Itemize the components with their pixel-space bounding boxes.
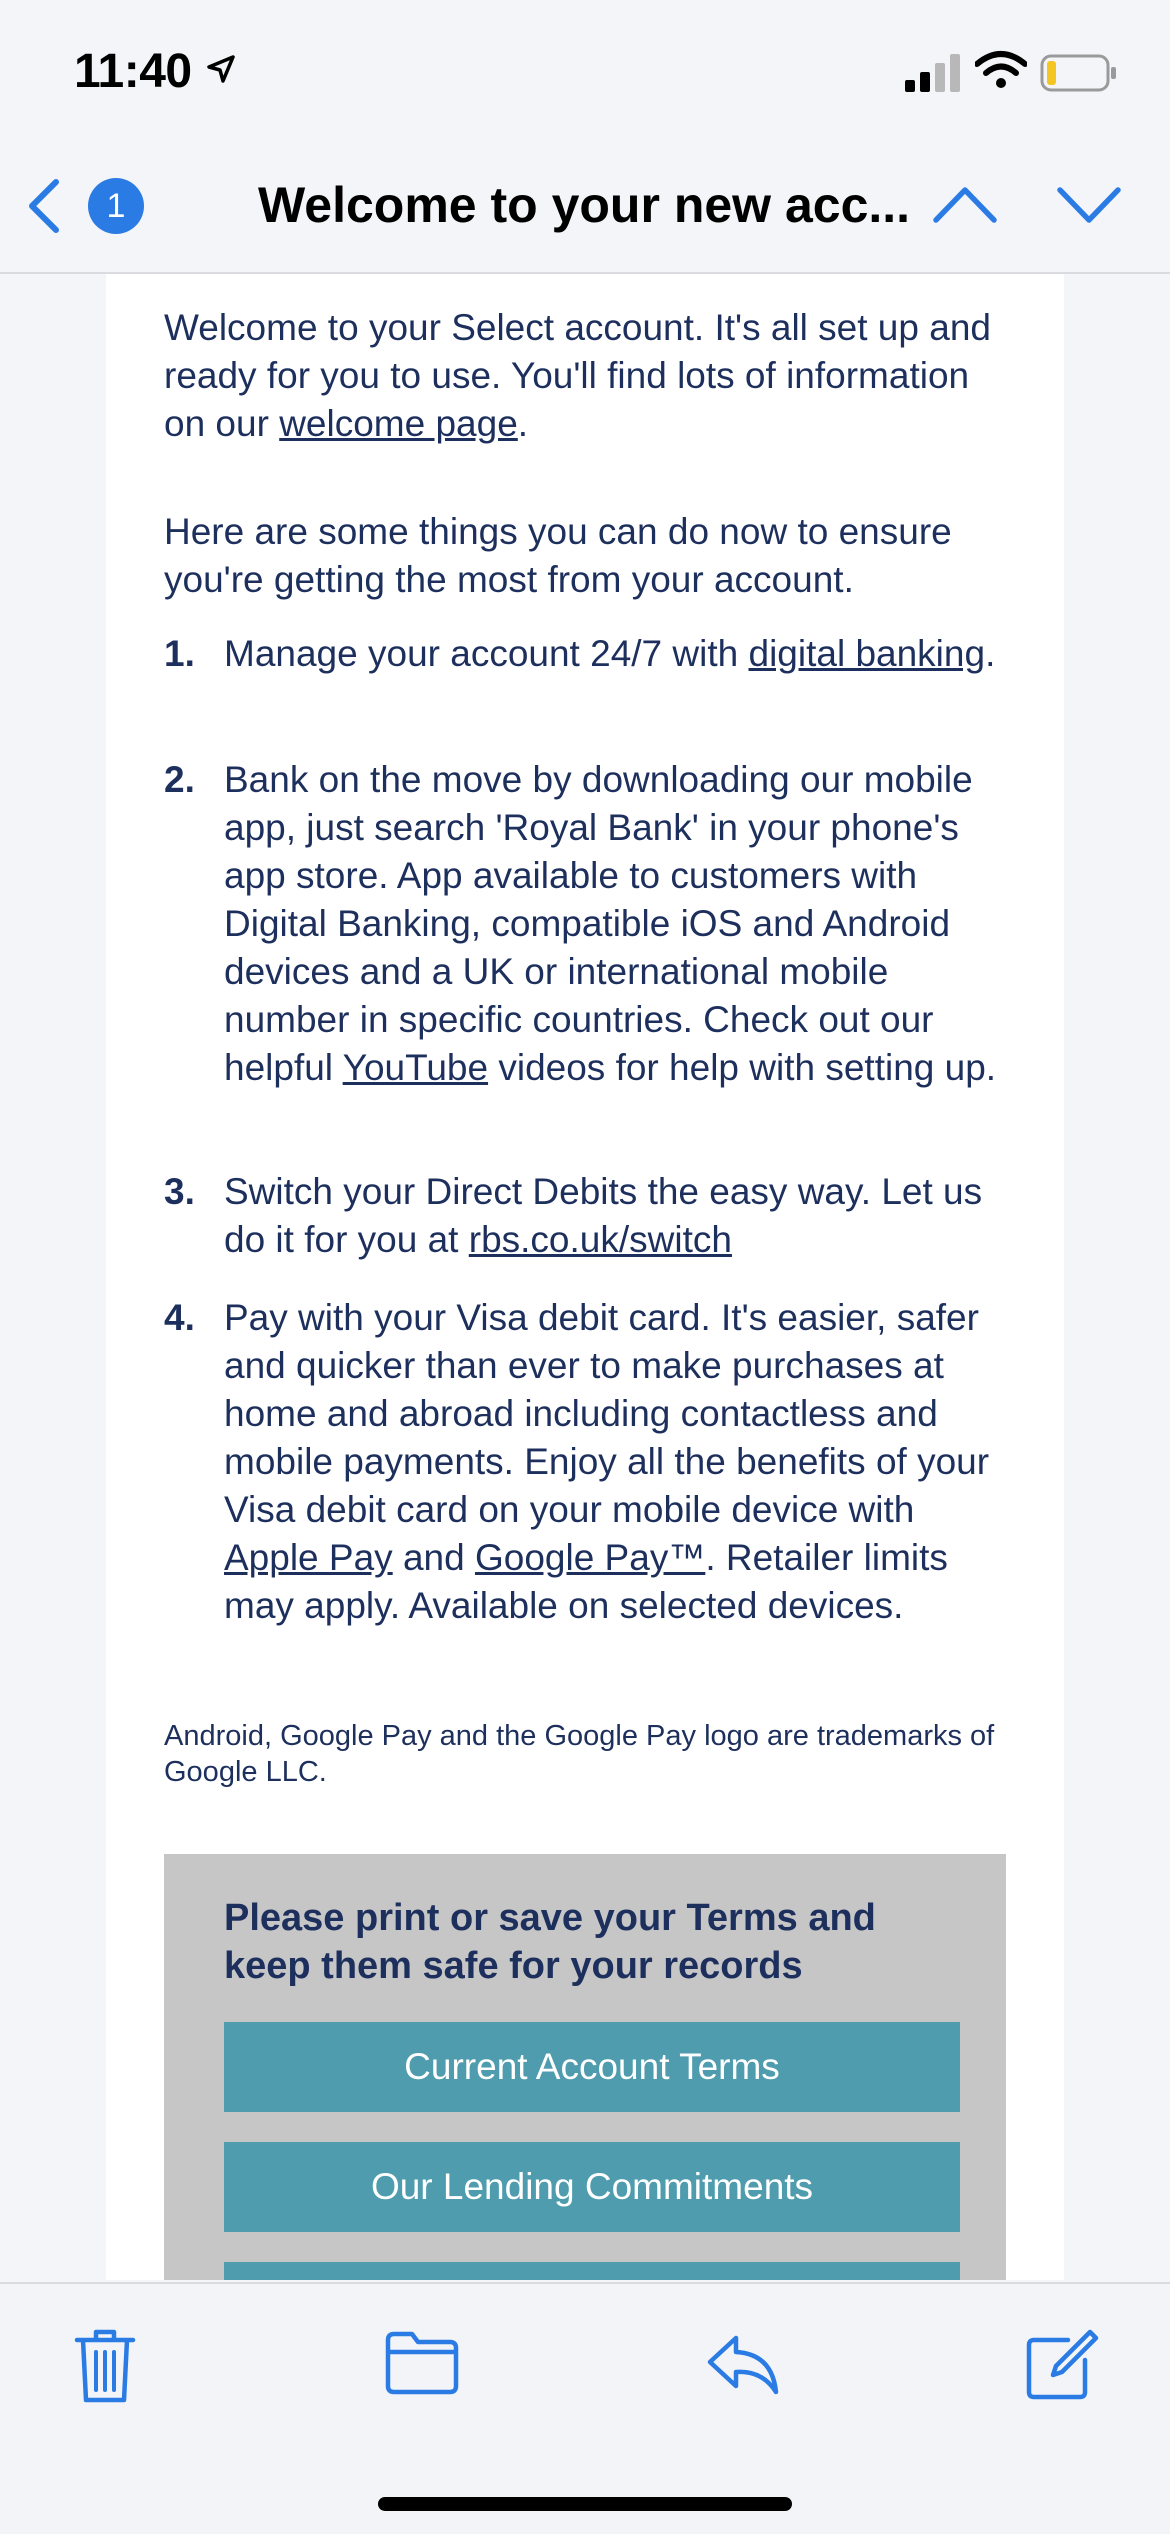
lending-commitments-button[interactable]: Our Lending Commitments	[224, 2142, 960, 2232]
intro-after: .	[517, 403, 529, 444]
welcome-page-link[interactable]: welcome page	[279, 403, 518, 444]
lead-paragraph: Here are some things you can do now to ensure you're getting the most from your account.	[164, 511, 952, 600]
intro-paragraph	[164, 304, 1014, 448]
current-account-terms-button[interactable]: Current Account Terms	[224, 2022, 960, 2112]
google-pay-link[interactable]: Google Pay™	[474, 1537, 706, 1578]
partial-terms-button[interactable]	[224, 2262, 960, 2280]
digital-banking-link[interactable]: digital banking	[748, 633, 986, 674]
back-chevron-icon[interactable]	[22, 176, 66, 241]
list-item-4	[224, 1294, 1014, 1630]
home-indicator[interactable]	[378, 2497, 792, 2511]
intro-text: Welcome to your Select account. It's all set up and ready for you to use. You'll find lots of information on our	[164, 307, 991, 444]
apple-pay-link[interactable]: Apple Pay	[224, 1537, 393, 1578]
email-body[interactable]	[0, 274, 1170, 2280]
unread-count-badge[interactable]: 1	[88, 178, 144, 234]
list-number-4: 4.	[164, 1297, 195, 1338]
list-item-2-after: videos for help with setting up.	[488, 1047, 997, 1088]
wifi-icon	[975, 50, 1027, 95]
message-subject-title: Welcome to your new acc...	[258, 177, 911, 233]
list-item-4-after: . Retailer limits may apply. Available on selected devices.	[224, 1537, 948, 1626]
list-number-2: 2.	[164, 759, 195, 800]
list-item-2	[224, 756, 1014, 1092]
list-item-1	[224, 630, 1014, 678]
battery-icon	[1040, 54, 1118, 97]
reply-icon[interactable]	[704, 2332, 780, 2401]
folder-icon[interactable]	[384, 2330, 460, 2401]
compose-icon[interactable]	[1024, 2328, 1100, 2407]
list-item-4-text: Pay with your Visa debit card. It's easier, safer and quicker than ever to make purchases at home and abroad including contactless and mobile payments. Enjoy all the benefits of your Visa debit card on your mobile device with	[224, 1297, 990, 1530]
list-item-4-middle: and	[392, 1537, 475, 1578]
status-bar	[0, 0, 1170, 150]
terms-box	[164, 1854, 1006, 2280]
trash-icon[interactable]	[74, 2326, 136, 2411]
terms-heading: Please print or save your Terms and keep them safe for your records	[224, 1897, 876, 1987]
next-message-chevron-down-icon[interactable]	[1056, 180, 1122, 235]
mail-nav-bar	[0, 150, 1170, 274]
list-item-1-text: Manage your account 24/7 with	[224, 633, 749, 674]
previous-message-chevron-up-icon[interactable]	[932, 180, 998, 235]
list-item-2-text: Bank on the move by downloading our mobile app, just search 'Royal Bank' in your phone's app store. App available to customers with Digital Banking, compatible iOS and Android devices and a UK or international mobile number in specific countries. Check out our helpful	[224, 759, 973, 1088]
list-item-1-after: .	[985, 633, 996, 674]
status-time: 11:40	[74, 45, 192, 98]
list-item-3-text: Switch your Direct Debits the easy way. Let us do it for you at	[224, 1171, 983, 1260]
list-number-3: 3.	[164, 1171, 195, 1212]
rbs-switch-link[interactable]: rbs.co.uk/switch	[468, 1219, 732, 1260]
trademark-footnote: Android, Google Pay and the Google Pay logo are trademarks of Google LLC.	[164, 1720, 995, 1788]
cellular-signal-icon	[905, 52, 961, 97]
youtube-link[interactable]: YouTube	[342, 1047, 489, 1088]
list-number-1: 1.	[164, 633, 195, 674]
list-item-3	[224, 1168, 1014, 1264]
location-arrow-icon	[206, 54, 236, 89]
